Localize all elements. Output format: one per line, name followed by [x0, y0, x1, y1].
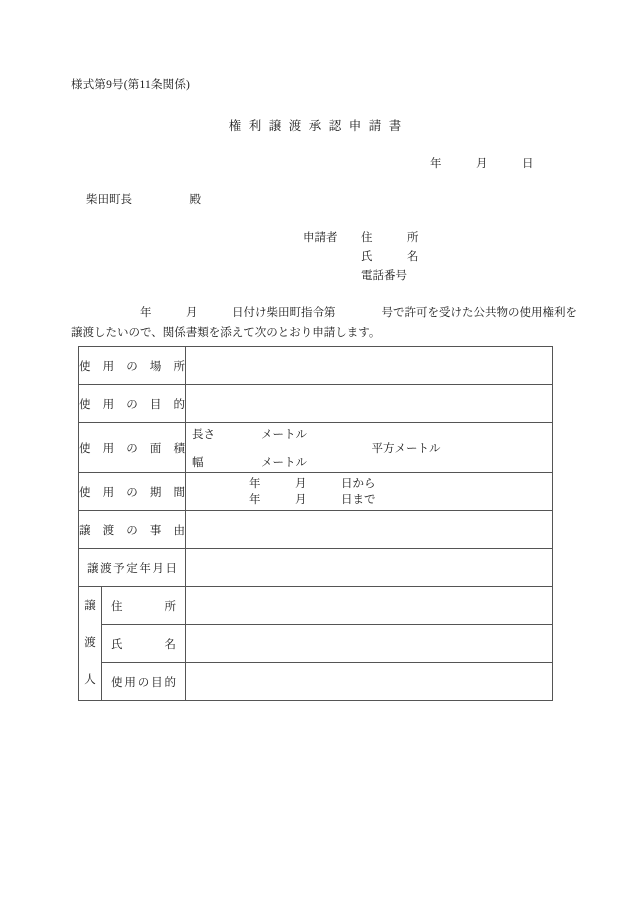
label-transfer-date: 譲渡予定年月日 — [79, 549, 186, 587]
applicant-tag: 申請者 — [303, 232, 338, 244]
vertical-char-2: 渡 — [84, 636, 96, 649]
page-title: 権利譲渡承認申請書 — [228, 119, 409, 133]
period-to: 年 月 日まで — [249, 493, 376, 506]
value-transferee-purpose[interactable] — [186, 663, 553, 701]
applicant-phone-label: 電話番号 — [361, 270, 407, 282]
applicant-name-label: 氏 名 — [361, 251, 419, 263]
value-use-purpose[interactable] — [186, 385, 553, 423]
table-row-transferee-name — [79, 625, 553, 663]
value-transferee-name[interactable] — [186, 625, 553, 663]
label-use-period: 使用の期間 — [79, 473, 186, 511]
table-row-transferee-address — [79, 587, 553, 625]
vertical-label-stack — [79, 588, 101, 699]
period-inner — [186, 476, 552, 508]
form-number: 様式第9号(第11条関係) — [71, 79, 191, 91]
table-row-use-location — [79, 347, 553, 385]
label-transferee-vertical — [79, 587, 102, 701]
vertical-char-1: 譲 — [84, 599, 96, 612]
label-use-location: 使用の場所 — [79, 347, 186, 385]
applicant-phone-row — [303, 267, 419, 286]
area-width-line — [192, 454, 307, 470]
body-paragraph — [71, 303, 577, 343]
body-line-1: 年 月 日付け柴田町指令第 号で許可を受けた公共物の使用権利を — [71, 307, 577, 319]
area-width-unit: メートル — [261, 457, 307, 469]
body-line-2: 譲渡したいので、関係書類を添えて次のとおり申請します。 — [71, 327, 381, 339]
area-square-unit: 平方メートル — [371, 442, 441, 455]
table-row-use-area — [79, 423, 553, 473]
label-use-area: 使用の面積 — [79, 423, 186, 473]
value-transfer-reason[interactable] — [186, 511, 553, 549]
table-row-transferee-purpose — [79, 663, 553, 701]
table-row-transfer-date — [79, 549, 553, 587]
table-row-transfer-reason — [79, 511, 553, 549]
applicant-block — [303, 229, 419, 286]
value-use-period[interactable] — [186, 473, 553, 511]
date-line: 年 月 日 — [430, 158, 534, 170]
period-from: 年 月 日から — [249, 477, 376, 490]
label-transfer-reason: 譲渡の事由 — [79, 511, 186, 549]
label-transferee-purpose: 使用の目的 — [102, 663, 186, 701]
area-width-label: 幅 — [192, 457, 204, 469]
label-transferee-name: 氏 名 — [102, 625, 186, 663]
application-table — [78, 346, 553, 701]
value-use-area[interactable] — [186, 423, 553, 473]
label-use-purpose: 使用の目的 — [79, 385, 186, 423]
area-length-label: 長さ — [192, 429, 215, 441]
area-inner — [186, 423, 552, 472]
value-use-location[interactable] — [186, 347, 553, 385]
applicant-address-label: 住 所 — [361, 232, 419, 244]
table-row-use-period — [79, 473, 553, 511]
value-transfer-date[interactable] — [186, 549, 553, 587]
applicant-address-row — [303, 229, 419, 248]
label-transferee-address: 住 所 — [102, 587, 186, 625]
applicant-name-row — [303, 248, 419, 267]
value-transferee-address[interactable] — [186, 587, 553, 625]
table-row-use-purpose — [79, 385, 553, 423]
vertical-char-3: 人 — [84, 673, 96, 686]
area-length-unit: メートル — [261, 429, 307, 441]
addressee-line: 柴田町長 殿 — [86, 194, 201, 206]
